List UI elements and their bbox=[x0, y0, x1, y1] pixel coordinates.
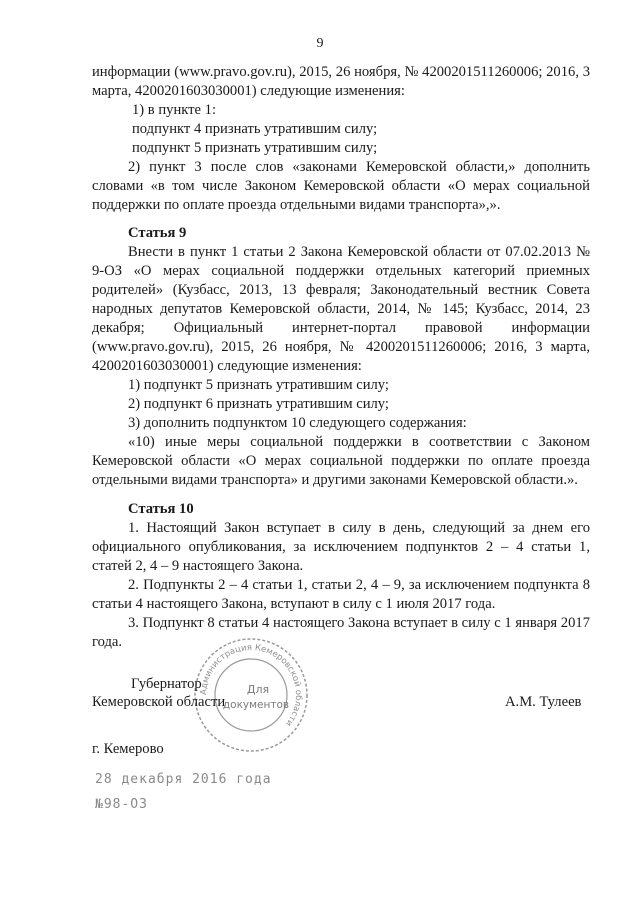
article-9-item-3: 3) дополнить подпунктом 10 следующего содержания: bbox=[128, 415, 467, 431]
article-9-item-3-text: «10) иные меры социальной поддержки в соответствии с Законом Кемеровской области «О мерах социальной поддержки по оплате проезда отдельными видами транспорта» и другими законами Кемеровской области.». bbox=[92, 434, 590, 488]
article-10-p2: 2. Подпункты 2 – 4 статьи 1, статьи 2, 4 – 9, за исключением подпункта 8 статьи 4 настоящего Закона, вступают в силу с 1 июля 2017 года. bbox=[92, 577, 590, 612]
article-10-heading: Статья 10 bbox=[128, 501, 194, 517]
signature-title-2: Кемеровской области bbox=[92, 694, 226, 710]
article-9-item-1: 1) подпункт 5 признать утратившим силу; bbox=[128, 377, 389, 393]
article-10-p1: 1. Настоящий Закон вступает в силу в день, следующий за днем его официального опубликования, за исключением подпунктов 2 – 4 статьи 1, статей 2, 4 – 9 настоящего Закона. bbox=[92, 520, 590, 574]
footer-date: 28 декабря 2016 года bbox=[95, 772, 272, 787]
footer-city: г. Кемерово bbox=[92, 741, 164, 757]
intro-item-1b: подпункт 5 признать утратившим силу; bbox=[132, 140, 378, 156]
footer-number: №98-ОЗ bbox=[95, 797, 148, 812]
article-10-p3: 3. Подпункт 8 статьи 4 настоящего Закона вступает в силу с 1 января 2017 года. bbox=[92, 615, 590, 650]
article-10 bbox=[92, 500, 590, 652]
stamp-line-2: документов bbox=[222, 699, 290, 711]
article-9-item-2: 2) подпункт 6 признать утратившим силу; bbox=[128, 396, 389, 412]
article-9 bbox=[92, 224, 590, 490]
stamp-line-1: Для bbox=[246, 683, 270, 696]
stamp-ring-text: Администрация Кемеровской области bbox=[198, 642, 304, 728]
article-9-heading: Статья 9 bbox=[128, 225, 187, 241]
article-9-intro: Внести в пункт 1 статьи 2 Закона Кемеровской области от 07.02.2013 № 9-ОЗ «О мерах социальной поддержки отдельных категорий приемных родителей» (Кузбасс, 2013, 13 февраля; Законодательный вестник Совета народных депутатов Кемеровской области, 2014, № 145; Кузбасс, 2014, 23 декабря; Официальный интернет-портал правовой информации (www.pravo.gov.ru), 2015, 26 ноября, № 4200201511260006; 2016, 3 марта, 4200201603030001) следующие изменения: bbox=[92, 244, 590, 374]
intro-paragraph: информации (www.pravo.gov.ru), 2015, 26 ноября, № 4200201511260006; 2016, 3 марта, 4200201603030001) следующие изменения: bbox=[92, 64, 590, 99]
intro-item-1: 1) в пункте 1: bbox=[132, 102, 217, 118]
intro-item-2: 2) пункт 3 после слов «законами Кемеровской области,» дополнить словами «в том числе Законом Кемеровской области «О мерах социальной поддержки по оплате проезда отдельными видами транспорта»,». bbox=[92, 159, 590, 213]
intro-item-1a: подпункт 4 признать утратившим силу; bbox=[132, 121, 378, 137]
page-number: 9 bbox=[316, 36, 324, 51]
intro-block bbox=[92, 63, 590, 215]
signature-title-1: Губернатор bbox=[131, 676, 202, 692]
signature-name: А.М. Тулеев bbox=[505, 694, 582, 710]
